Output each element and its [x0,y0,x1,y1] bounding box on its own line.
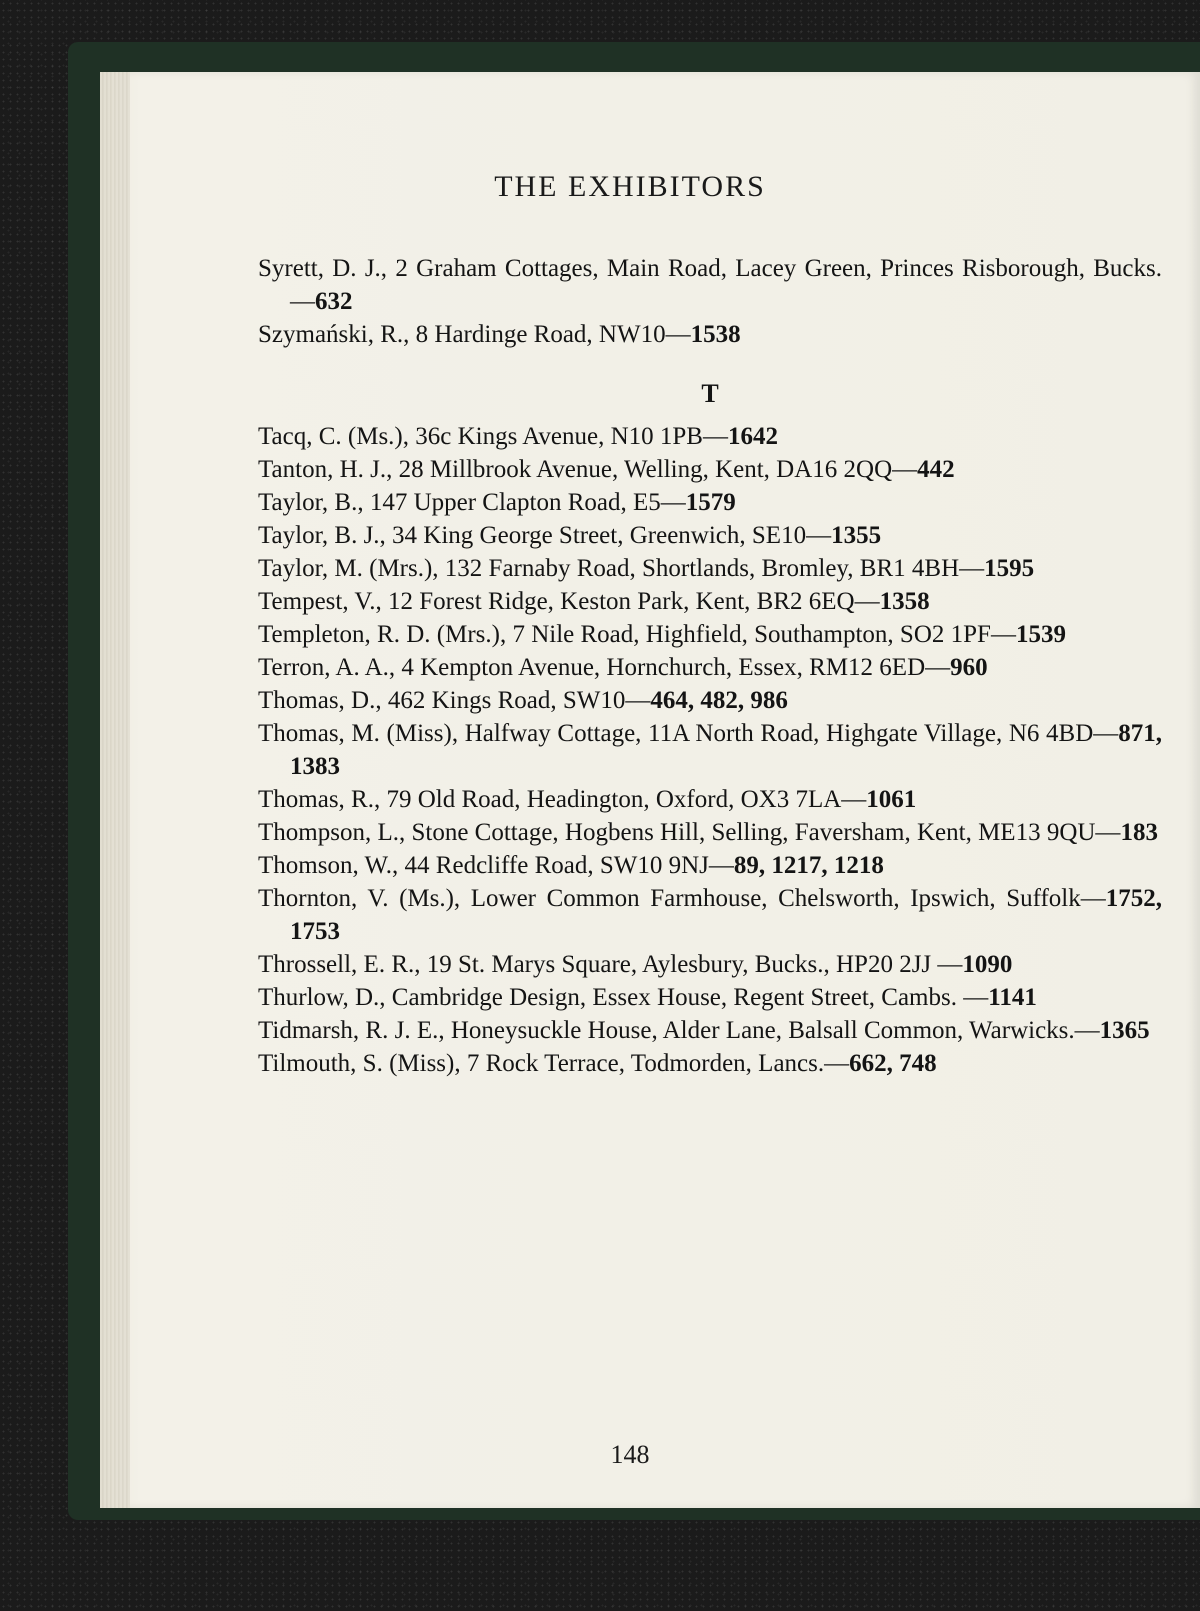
exhibitor-entry: Thomson, W., 44 Redcliffe Road, SW10 9NJ—89, 1217, 1218 [258,852,884,879]
exhibitor-entry: Taylor, B. J., 34 King George Street, Greenwich, SE10—1355 [258,522,882,549]
page-header: THE EXHIBITORS [494,170,766,203]
exhibitor-entry: Terron, A. A., 4 Kempton Avenue, Hornchurch, Essex, RM12 6ED—960 [258,654,988,681]
page-number: 148 [610,1440,650,1469]
exhibitor-entry: Tidmarsh, R. J. E., Honeysuckle House, Alder Lane, Balsall Common, Warwicks.—1365 [258,1017,1150,1044]
exhibitor-entry: Tilmouth, S. (Miss), 7 Rock Terrace, Todmorden, Lancs.—662, 748 [258,1050,937,1077]
exhibitor-entry: Thomas, R., 79 Old Road, Headington, Oxford, OX3 7LA—1061 [258,786,917,813]
exhibitor-entry: Templeton, R. D. (Mrs.), 7 Nile Road, Highfield, Southampton, SO2 1PF—1539 [258,621,1066,648]
exhibitor-list [258,252,1162,1080]
exhibitor-entry: Taylor, M. (Mrs.), 132 Farnaby Road, Shortlands, Bromley, BR1 4BH—1595 [258,555,1035,582]
exhibitor-entry: Thompson, L., Stone Cottage, Hogbens Hill, Selling, Faversham, Kent, ME13 9QU—183 [258,819,1158,846]
section-letter: T [701,379,719,408]
exhibitor-entry: Thurlow, D., Cambridge Design, Essex House, Regent Street, Cambs. —1141 [258,984,1037,1011]
exhibitor-entry: Throssell, E. R., 19 St. Marys Square, Aylesbury, Bucks., HP20 2JJ —1090 [258,951,1013,978]
exhibitor-entry: Thomas, M. (Miss), Halfway Cottage, 11A North Road, Highgate Village, N6 4BD—871, 1383 [258,720,1162,780]
exhibitor-entry: Thomas, D., 462 Kings Road, SW10—464, 482, 986 [258,687,788,714]
exhibitor-entry: Szymański, R., 8 Hardinge Road, NW10—1538 [258,321,741,348]
exhibitor-entry: Thornton, V. (Ms.), Lower Common Farmhouse, Chelsworth, Ipswich, Suffolk—1752, 1753 [258,885,1162,945]
exhibitor-entry: Tempest, V., 12 Forest Ridge, Keston Park, Kent, BR2 6EQ—1358 [258,588,930,615]
page-edges [100,72,130,1508]
exhibitor-entry: Syrett, D. J., 2 Graham Cottages, Main Road, Lacey Green, Princes Risborough, Bucks.—632 [258,255,1162,315]
exhibitor-entry: Tanton, H. J., 28 Millbrook Avenue, Welling, Kent, DA16 2QQ—442 [258,456,955,483]
exhibitor-entry: Tacq, C. (Ms.), 36c Kings Avenue, N10 1PB—1642 [258,423,778,450]
exhibitor-entry: Taylor, B., 147 Upper Clapton Road, E5—1579 [258,489,736,516]
